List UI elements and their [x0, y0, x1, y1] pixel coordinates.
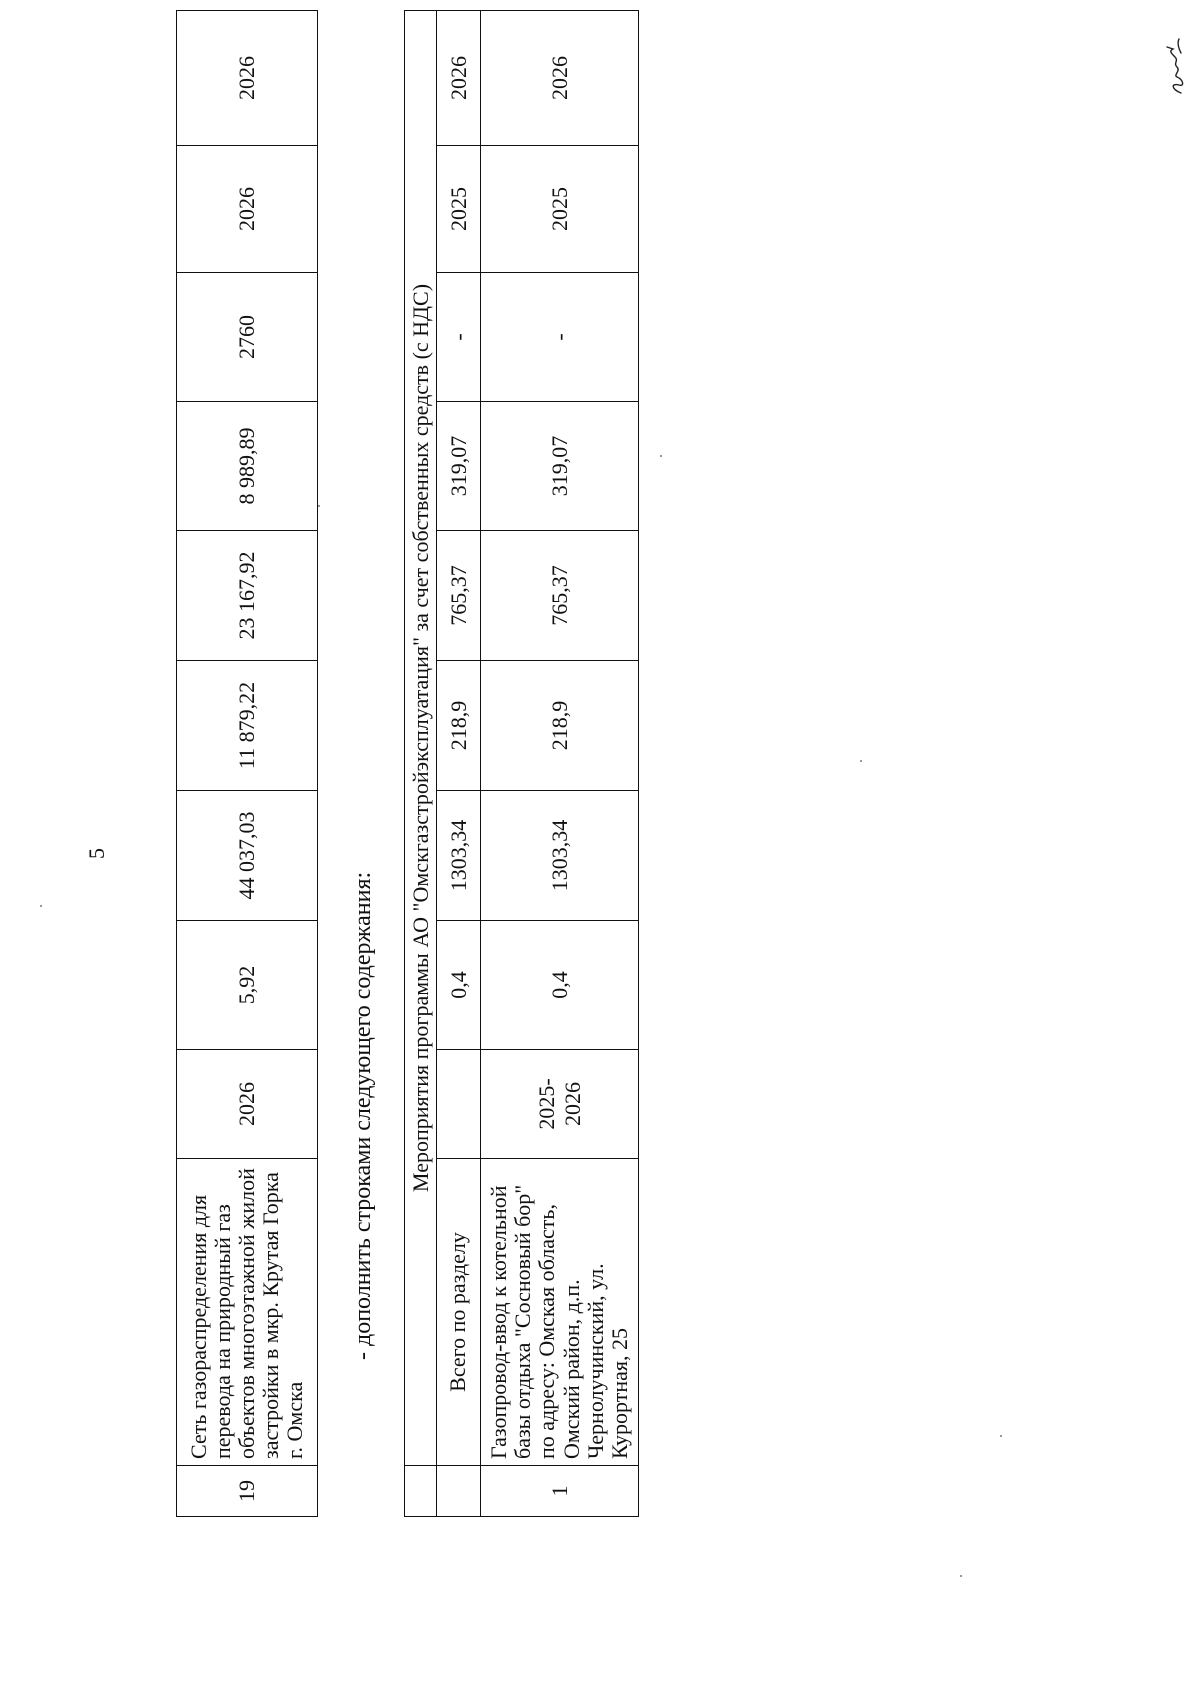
scan-speckle — [1000, 1435, 1002, 1437]
start-year: 2025 — [437, 146, 481, 273]
value-cell: 1303,34 — [437, 791, 481, 921]
empty-cell — [405, 1466, 437, 1517]
end-year: 2026 — [177, 11, 318, 146]
value-cell: 765,37 — [437, 531, 481, 661]
previous-table-fragment — [176, 10, 318, 1517]
end-year: 2026 — [481, 11, 639, 146]
value-cell: 0,4 — [481, 921, 639, 1050]
section-header-row — [405, 11, 437, 1517]
supplement-instruction: - дополнить строками следующего содержания: — [350, 871, 376, 1360]
section-total-row — [437, 11, 481, 1517]
value-cell: 0,4 — [437, 921, 481, 1050]
implementation-period: 2025-2026 — [481, 1050, 639, 1159]
scan-speckle — [660, 455, 662, 457]
start-year: 2025 — [481, 146, 639, 273]
row-number: 1 — [481, 1466, 639, 1517]
value-cell: 2760 — [177, 273, 318, 402]
value-cell: 5,92 — [177, 921, 318, 1050]
value-cell: - — [481, 273, 639, 402]
value-cell: 23 167,92 — [177, 531, 318, 661]
signature-mark — [1163, 37, 1191, 97]
end-year: 2026 — [437, 11, 481, 146]
supplement-table — [404, 10, 639, 1517]
scan-speckle — [860, 760, 862, 762]
value-cell: 44 037,03 — [177, 791, 318, 921]
value-cell: 1303,34 — [481, 791, 639, 921]
value-cell: 8 989,89 — [177, 402, 318, 531]
row-number: 19 — [177, 1466, 318, 1517]
object-name: Сеть газораспределения для перевода на природный газ объектов многоэтажной жилой застройки в мкр. Крутая Горка г. Омска — [177, 1159, 318, 1466]
section-title: Мероприятия программы АО "Омскгазстройэксплуатация" за счет собственных средств (с НДС) — [405, 11, 437, 1466]
value-cell: - — [437, 273, 481, 402]
scan-speckle — [40, 905, 42, 907]
total-label: Всего по разделу — [437, 1159, 481, 1466]
object-name: Газопровод-ввод к котельной базы отдыха "Сосновый бор" по адресу: Омская область, Омский район, д.п. Чернолучинский, ул. Курортная, 25 — [481, 1159, 639, 1466]
value-cell: 11 879,22 — [177, 661, 318, 791]
table-row — [481, 11, 639, 1517]
scan-speckle — [960, 1575, 962, 1577]
value-cell: 218,9 — [437, 661, 481, 791]
implementation-period — [437, 1050, 481, 1159]
implementation-period: 2026 — [177, 1050, 318, 1159]
value-cell: 765,37 — [481, 531, 639, 661]
start-year: 2026 — [177, 146, 318, 273]
table-row — [177, 11, 318, 1517]
value-cell: 319,07 — [481, 402, 639, 531]
empty-cell — [437, 1466, 481, 1517]
value-cell: 218,9 — [481, 661, 639, 791]
page-number: 5 — [84, 848, 109, 859]
scan-speckle — [318, 505, 320, 507]
value-cell: 319,07 — [437, 402, 481, 531]
